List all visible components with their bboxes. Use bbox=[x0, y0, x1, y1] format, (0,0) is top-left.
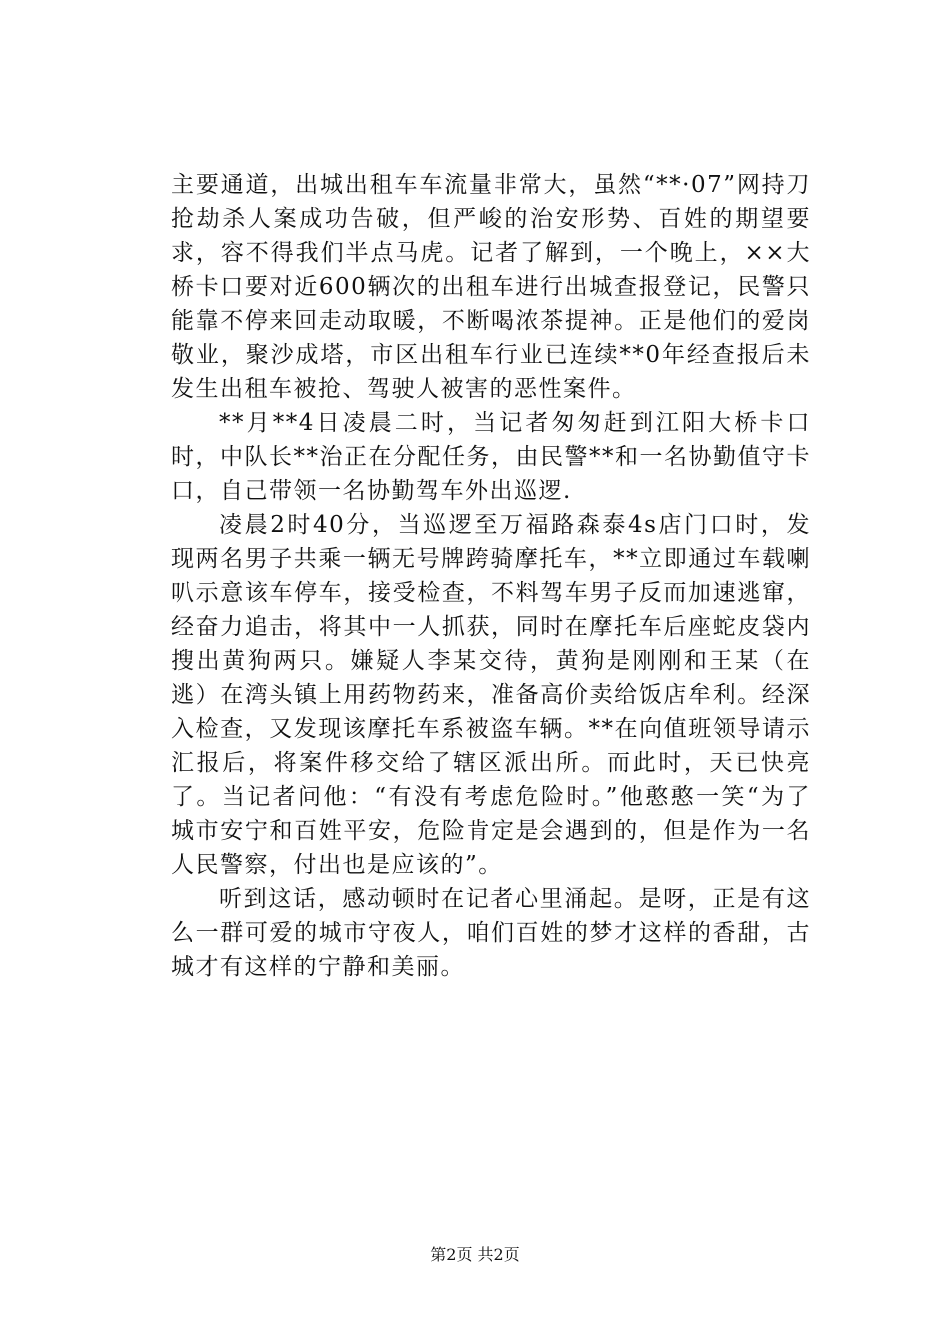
paragraph-closing: 听到这话，感动顿时在记者心里涌起。是呀，正是有这么一群可爱的城市守夜人，咱们百姓的梦才这样的香甜，古城才有这样的宁静和美丽。 bbox=[171, 886, 811, 980]
paragraph-patrol-incident: 凌晨2时40分，当巡逻至万福路森泰4s店门口时，发现两名男子共乘一辆无号牌跨骑摩托车，**立即通过车载喇叭示意该车停车，接受检查，不料驾车男子反而加速逃窜，经奋力追击，将其中一人抓获，同时在摩托车后座蛇皮袋内搜出黄狗两只。嫌疑人李某交待，黄狗是刚刚和王某（在逃）在湾头镇上用药物药来，准备高价卖给饭店牟利。经深入检查，又发现该摩托车系被盗车辆。**在向值班领导请示汇报后，将案件移交给了辖区派出所。而此时，天已快亮了。当记者问他：“有没有考虑危险时。”他憨憨一笑“为了城市安宁和百姓平安，危险肯定是会遇到的，但是作为一名人民警察，付出也是应该的”。 bbox=[171, 512, 811, 878]
page-number-footer: 第2页 共2页 bbox=[430, 1245, 520, 1264]
paragraph-continued: 主要通道，出城出租车车流量非常大，虽然“**·07”网持刀抢劫杀人案成功告破，但严峻的治安形势、百姓的期望要求，容不得我们半点马虎。记者了解到，一个晚上，××大桥卡口要对近600辆次的出租车进行出城查报登记，民警只能靠不停来回走动取暖，不断喝浓茶提神。正是他们的爱岗敬业，聚沙成塔，市区出租车行业已连续**0年经查报后未发生出租车被抢、驾驶人被害的恶性案件。 bbox=[171, 172, 811, 402]
document-body bbox=[171, 168, 811, 984]
paragraph-arrival: **月**4日凌晨二时，当记者匆匆赶到江阳大桥卡口时，中队长**治正在分配任务，由民警**和一名协勤值守卡口，自己带领一名协勤驾车外出巡逻. bbox=[171, 410, 811, 504]
